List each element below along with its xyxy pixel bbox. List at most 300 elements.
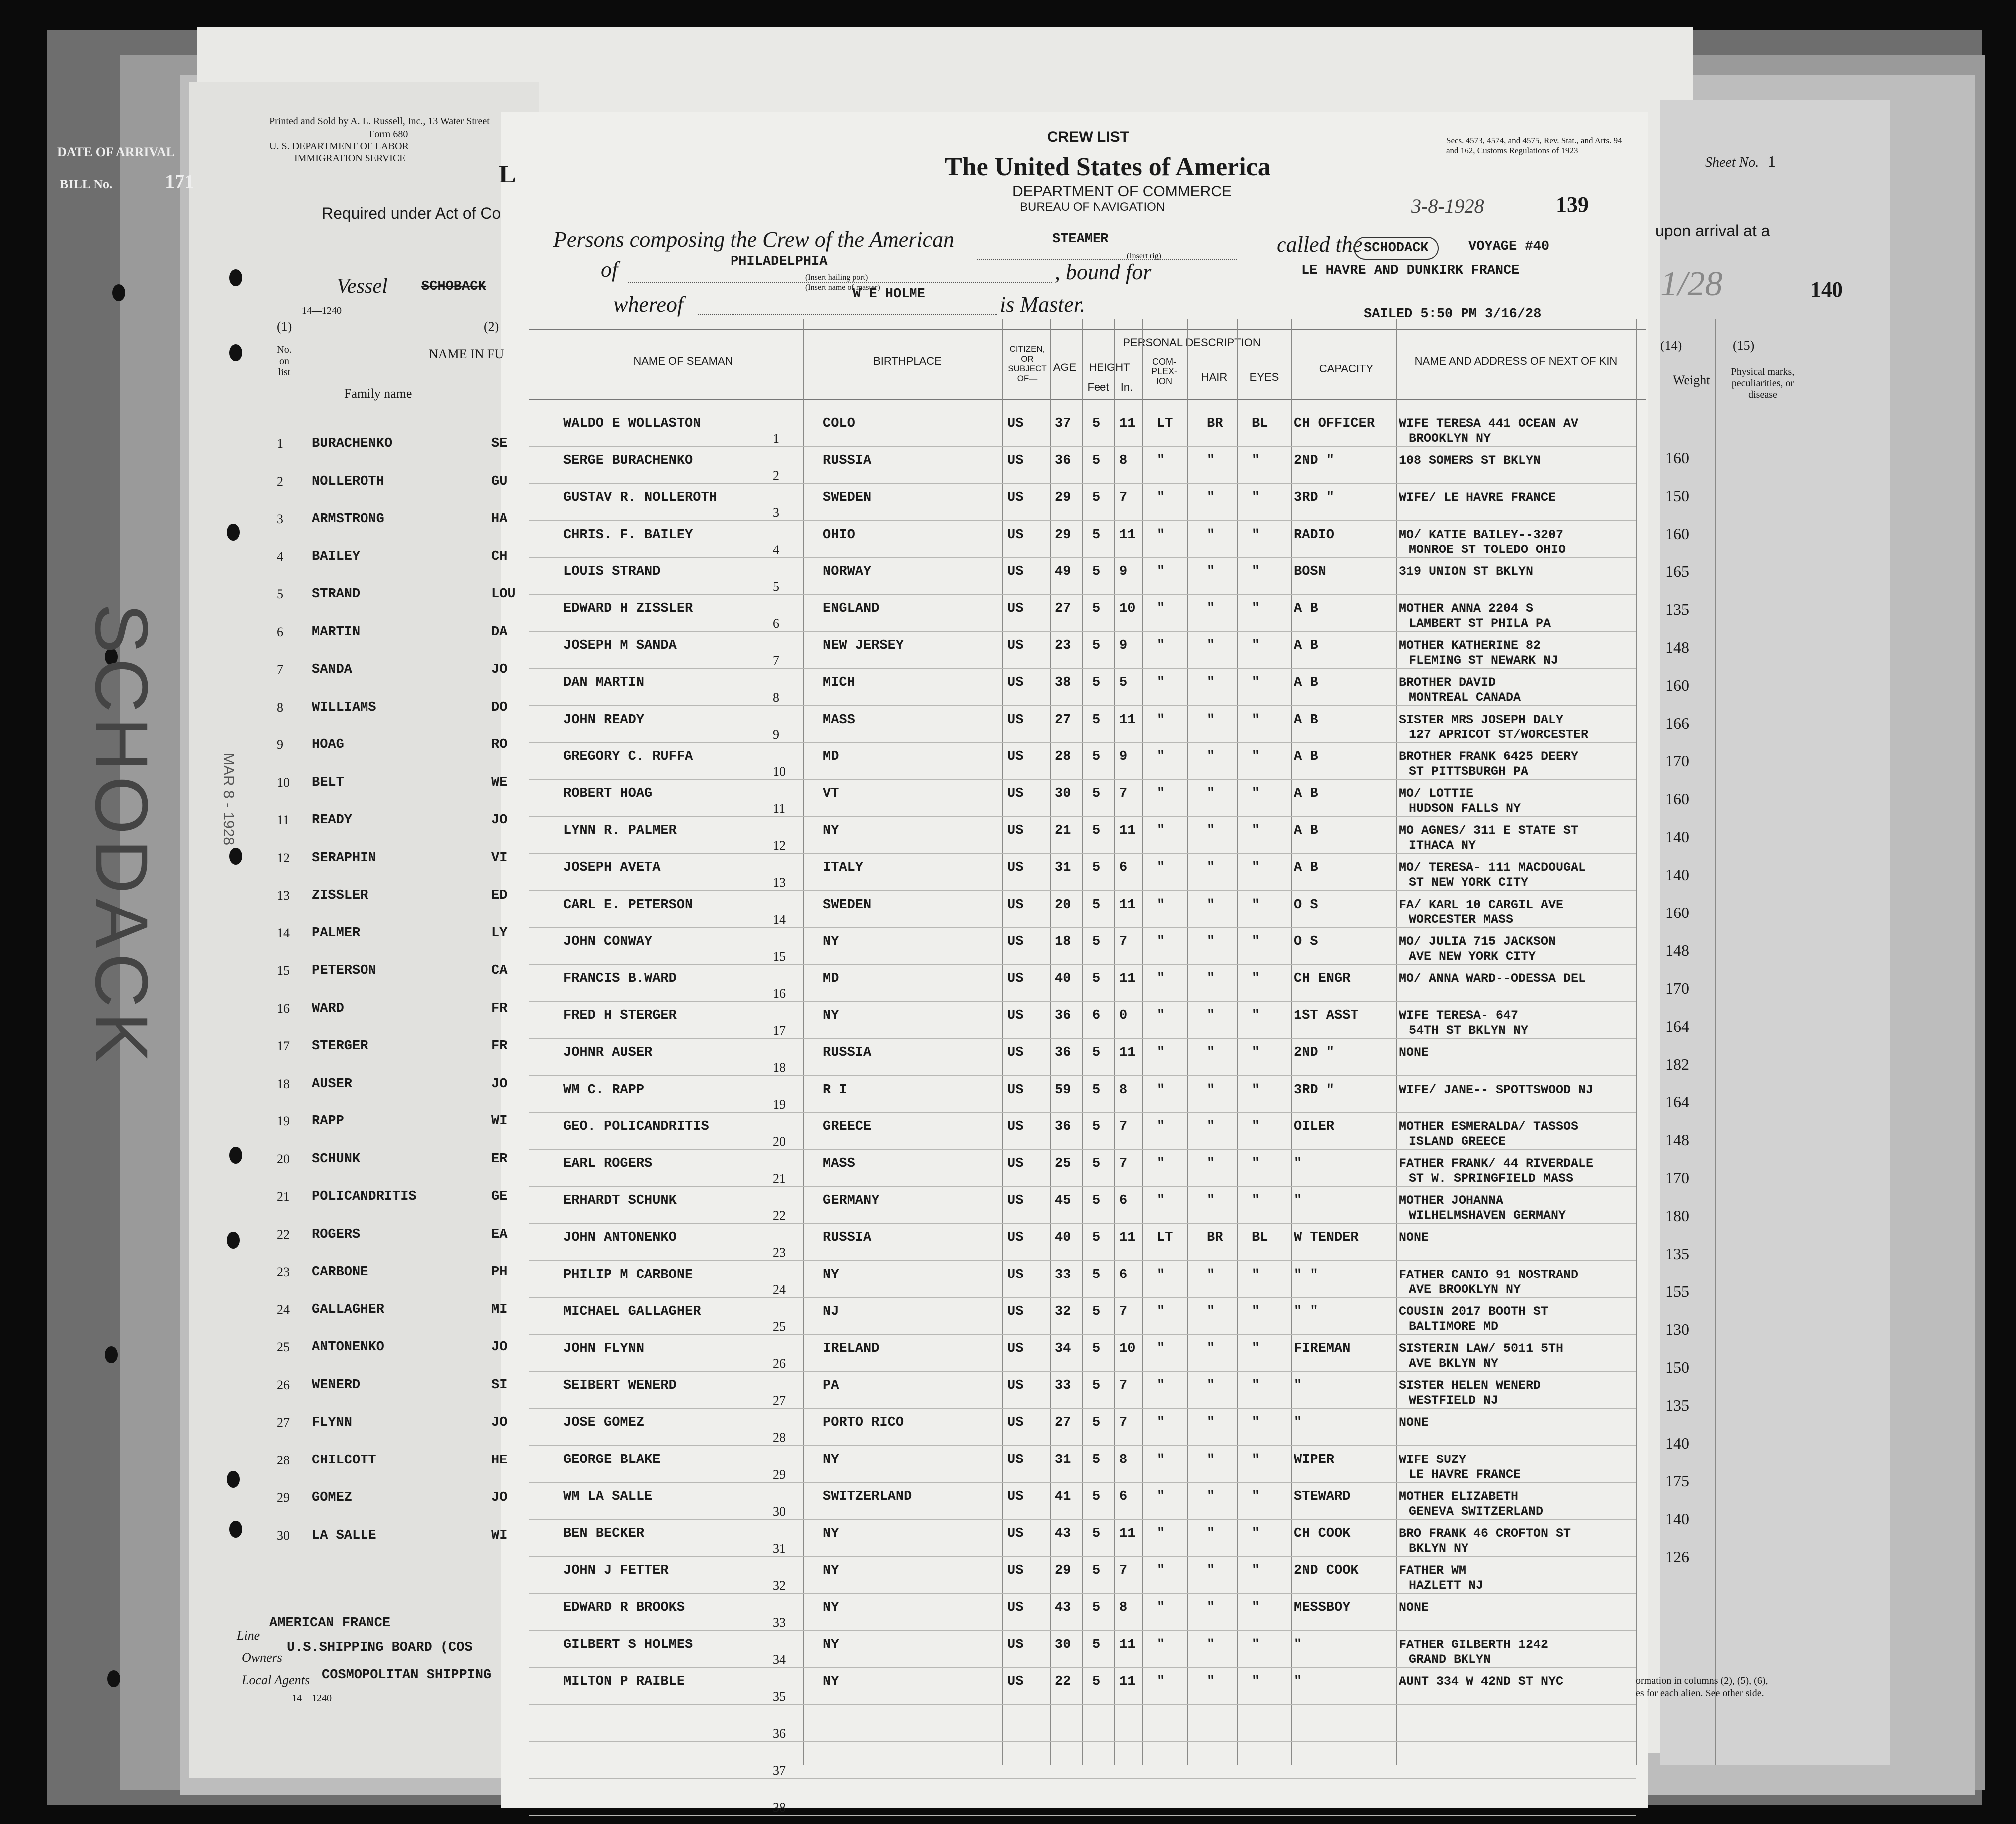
- crew-complexion: ": [1157, 1526, 1165, 1541]
- left-col-1-header: (1): [277, 319, 292, 334]
- crew-name: EDWARD H ZISSLER: [563, 601, 693, 616]
- vessel-name-circled: SCHODACK: [1354, 237, 1439, 260]
- crew-height-inches: 6: [1119, 1193, 1128, 1209]
- rule: [803, 319, 804, 1765]
- crew-name: JOHN ANTONENKO: [563, 1230, 677, 1246]
- crew-height-feet: 5: [1092, 971, 1100, 986]
- crew-capacity: ": [1294, 1156, 1302, 1171]
- left-row-family-name: NOLLEROTH: [312, 474, 384, 489]
- row-rule: [529, 1112, 1636, 1113]
- crew-citizenship: US: [1007, 1526, 1024, 1541]
- crew-kin-line-1: MOTHER KATHERINE 82: [1399, 638, 1541, 653]
- crew-hair: ": [1207, 712, 1215, 728]
- crew-row-number: 31: [773, 1541, 786, 1556]
- of-label: of: [601, 257, 618, 282]
- crew-eyes: ": [1252, 712, 1260, 728]
- crew-height-inches: 7: [1119, 786, 1128, 801]
- crew-height-inches: 11: [1119, 1637, 1136, 1652]
- left-row-family-name: READY: [312, 813, 353, 828]
- crew-age: 41: [1055, 1489, 1071, 1504]
- crew-capacity: ": [1294, 1637, 1302, 1652]
- crew-citizenship: US: [1007, 786, 1024, 801]
- col-age: AGE: [1053, 361, 1077, 373]
- left-row-given-name-fragment: JO: [491, 1076, 508, 1092]
- crew-row-number: 3: [773, 505, 779, 520]
- weight-value: 160: [1665, 676, 1689, 694]
- crew-birthplace: NY: [823, 1526, 839, 1541]
- crew-age: 36: [1055, 453, 1071, 469]
- crew-birthplace: RUSSIA: [823, 453, 872, 469]
- row-rule: [529, 520, 1636, 521]
- crew-kin-line-2: AVE BKLYN NY: [1409, 1356, 1499, 1371]
- left-row-given-name-fragment: GE: [491, 1189, 508, 1204]
- crew-row-number: 22: [773, 1208, 786, 1223]
- crew-name: DAN MARTIN: [563, 675, 645, 691]
- vessel-name: SCHOBACK: [421, 279, 486, 294]
- crew-height-inches: 7: [1119, 490, 1128, 506]
- crew-citizenship: US: [1007, 1193, 1024, 1209]
- crew-citizenship: US: [1007, 1452, 1024, 1467]
- sailed-time: SAILED 5:50 PM 3/16/28: [1364, 307, 1542, 322]
- crew-list-title: CREW LIST: [1047, 129, 1129, 145]
- col-capacity: CAPACITY: [1319, 363, 1374, 375]
- crew-hair: ": [1207, 1119, 1215, 1134]
- crew-capacity: 1ST ASST: [1294, 1008, 1359, 1024]
- left-row-given-name-fragment: PH: [491, 1265, 508, 1279]
- crew-citizenship: US: [1007, 712, 1024, 728]
- punch-hole: [227, 1232, 240, 1249]
- crew-name: SERGE BURACHENKO: [563, 453, 693, 469]
- crew-birthplace: NJ: [823, 1304, 839, 1319]
- left-row-family-name: GALLAGHER: [312, 1302, 384, 1317]
- crew-capacity: CH COOK: [1294, 1526, 1351, 1541]
- crew-hair: ": [1207, 1267, 1215, 1282]
- rule: [1237, 319, 1238, 1765]
- left-row-number: 1: [277, 436, 283, 451]
- crew-kin-line-1: BROTHER DAVID: [1399, 675, 1496, 690]
- row-rule: [529, 1778, 1636, 1779]
- crew-complexion: ": [1157, 1489, 1165, 1504]
- crew-row-number: 17: [773, 1023, 786, 1038]
- crew-hair: ": [1207, 897, 1215, 912]
- crew-capacity: A B: [1294, 712, 1318, 728]
- crew-age: 25: [1055, 1156, 1071, 1171]
- left-row-number: 25: [277, 1340, 290, 1354]
- crew-capacity: RADIO: [1294, 527, 1335, 543]
- crew-name: JOHN CONWAY: [563, 934, 653, 949]
- crew-height-inches: 11: [1119, 416, 1136, 431]
- crew-complexion: ": [1157, 527, 1165, 543]
- crew-height-feet: 5: [1092, 1378, 1100, 1394]
- crew-kin-line-1: AUNT 334 W 42ND ST NYC: [1399, 1674, 1564, 1689]
- left-row-family-name: PALMER: [312, 925, 361, 941]
- crew-row-number: 2: [773, 468, 779, 483]
- crew-height-feet: 5: [1092, 638, 1100, 654]
- weight-value: 140: [1665, 866, 1689, 884]
- crew-height-feet: 5: [1092, 712, 1100, 728]
- crew-complexion: ": [1157, 712, 1165, 728]
- crew-birthplace: RUSSIA: [823, 1045, 872, 1061]
- bound-for-label: , bound for: [1055, 260, 1152, 284]
- crew-height-feet: 5: [1092, 1415, 1100, 1431]
- punch-hole: [105, 1346, 118, 1363]
- left-row-number: 7: [277, 662, 283, 677]
- right-page-number: 140: [1810, 277, 1843, 302]
- crew-kin-line-1: SISTER MRS JOSEPH DALY: [1399, 712, 1564, 727]
- left-row-number: 26: [277, 1377, 290, 1392]
- crew-age: 29: [1055, 1563, 1071, 1579]
- crew-citizenship: US: [1007, 1637, 1024, 1652]
- crew-name: FRED H STERGER: [563, 1008, 677, 1024]
- crew-age: 30: [1055, 1637, 1071, 1652]
- crew-name: EARL ROGERS: [563, 1156, 653, 1171]
- crew-row-number: 34: [773, 1652, 786, 1667]
- crew-capacity: STEWARD: [1294, 1489, 1351, 1504]
- crew-kin-line-1: MO/ KATIE BAILEY--3207: [1399, 527, 1564, 542]
- crew-name: LOUIS STRAND: [563, 564, 661, 579]
- left-row-given-name-fragment: EA: [491, 1227, 508, 1242]
- crew-hair: ": [1207, 749, 1215, 764]
- crew-height-feet: 5: [1092, 1082, 1100, 1097]
- crew-name: WM C. RAPP: [563, 1082, 645, 1097]
- header-rule-bottom: [529, 399, 1646, 400]
- crew-age: 43: [1055, 1526, 1071, 1541]
- crew-birthplace: IRELAND: [823, 1341, 880, 1356]
- vessel-label: Vessel: [337, 275, 388, 298]
- crew-kin-line-1: MO/ TERESA- 111 MACDOUGAL: [1399, 860, 1586, 875]
- crew-height-feet: 5: [1092, 1341, 1100, 1356]
- crew-age: 29: [1055, 527, 1071, 543]
- crew-eyes: ": [1252, 1156, 1260, 1171]
- row-rule: [529, 1445, 1636, 1446]
- row-rule: [529, 1297, 1636, 1298]
- punch-hole: [229, 1521, 242, 1538]
- row-rule: [529, 1075, 1636, 1076]
- col-personal-description: PERSONAL DESCRIPTION: [1123, 336, 1261, 349]
- row-rule: [529, 779, 1636, 780]
- crew-complexion: ": [1157, 564, 1165, 579]
- crew-height-inches: 9: [1119, 749, 1128, 764]
- crew-birthplace: MD: [823, 971, 839, 986]
- crew-name: MILTON P RAIBLE: [563, 1674, 685, 1689]
- left-row-family-name: HOAG: [312, 737, 344, 752]
- bureau-name: BUREAU OF NAVIGATION: [1020, 200, 1165, 214]
- crew-kin-line-2: HUDSON FALLS NY: [1409, 801, 1521, 816]
- crew-citizenship: US: [1007, 934, 1024, 949]
- rule: [1291, 319, 1292, 1765]
- crew-complexion: ": [1157, 786, 1165, 801]
- left-service: IMMIGRATION SERVICE: [294, 153, 406, 164]
- weight-value: 140: [1665, 1510, 1689, 1528]
- left-row-number: 3: [277, 512, 283, 526]
- crew-height-feet: 5: [1092, 564, 1100, 579]
- crew-kin-line-1: MO AGNES/ 311 E STATE ST: [1399, 823, 1579, 838]
- row-rule: [529, 483, 1636, 484]
- crew-height-inches: 10: [1119, 601, 1136, 616]
- crew-complexion: ": [1157, 1637, 1165, 1652]
- crew-kin-line-1: MO/ JULIA 715 JACKSON: [1399, 934, 1556, 949]
- crew-age: 43: [1055, 1600, 1071, 1616]
- crew-kin-line-1: 108 SOMERS ST BKLYN: [1399, 453, 1541, 468]
- row-rule: [529, 446, 1636, 447]
- statute-citation: Secs. 4573, 4574, and 4575, Rev. Stat., and Arts. 94 and 162, Customs Regulations of 1923: [1446, 136, 1622, 155]
- crew-capacity: FIREMAN: [1294, 1341, 1351, 1356]
- crew-birthplace: NY: [823, 1452, 839, 1467]
- crew-kin-line-2: LAMBERT ST PHILA PA: [1409, 616, 1551, 631]
- crew-name: JOHN FLYNN: [563, 1341, 645, 1356]
- crew-kin-line-2: ST W. SPRINGFIELD MASS: [1409, 1171, 1574, 1186]
- crew-complexion: ": [1157, 1008, 1165, 1024]
- crew-citizenship: US: [1007, 897, 1024, 912]
- crew-name: GEORGE BLAKE: [563, 1452, 661, 1467]
- crew-citizenship: US: [1007, 1304, 1024, 1319]
- crew-height-feet: 5: [1092, 1119, 1100, 1134]
- col-hair: HAIR: [1201, 371, 1228, 383]
- row-rule: [529, 1038, 1636, 1039]
- left-row-given-name-fragment: FR: [491, 1001, 508, 1016]
- punch-hole: [229, 344, 242, 361]
- crew-complexion: ": [1157, 1600, 1165, 1616]
- crew-height-feet: 5: [1092, 1489, 1100, 1504]
- crew-capacity: CH ENGR: [1294, 971, 1351, 986]
- crew-citizenship: US: [1007, 1489, 1024, 1504]
- left-row-family-name: CARBONE: [312, 1265, 368, 1279]
- weight-value: 150: [1665, 487, 1689, 505]
- weight-value: 170: [1665, 752, 1689, 770]
- row-rule: [529, 816, 1636, 817]
- crew-eyes: ": [1252, 934, 1260, 949]
- crew-row-number: 1: [773, 431, 779, 446]
- crew-row-number: 27: [773, 1393, 786, 1408]
- crew-height-inches: 11: [1119, 1674, 1136, 1689]
- received-date-stamp: MAR 8 - 1928: [220, 753, 237, 846]
- crew-kin-line-1: FATHER CANIO 91 NOSTRAND: [1399, 1267, 1579, 1282]
- crew-height-feet: 5: [1092, 1156, 1100, 1171]
- left-row-number: 14: [277, 925, 290, 940]
- punch-hole: [229, 1147, 242, 1164]
- crew-name: BEN BECKER: [563, 1526, 645, 1541]
- weight-value: 135: [1665, 600, 1689, 618]
- left-row-family-name: CHILCOTT: [312, 1453, 376, 1468]
- row-rule: [529, 631, 1636, 632]
- punch-hole: [227, 1471, 240, 1488]
- left-row-family-name: STRAND: [312, 587, 361, 602]
- rule: [1187, 319, 1188, 1765]
- crew-birthplace: OHIO: [823, 527, 855, 543]
- left-row-given-name-fragment: JO: [491, 1490, 508, 1505]
- left-row-given-name-fragment: JO: [491, 1340, 508, 1355]
- col-next-of-kin: NAME AND ADDRESS OF NEXT OF KIN: [1414, 355, 1618, 367]
- left-row-number: 16: [277, 1001, 290, 1016]
- crew-birthplace: NY: [823, 1563, 839, 1579]
- crew-name: LYNN R. PALMER: [563, 823, 677, 839]
- persons-composing-label: Persons composing the Crew of the American: [553, 227, 955, 252]
- crew-row-number: 20: [773, 1134, 786, 1149]
- crew-kin-line-1: BRO FRANK 46 CROFTON ST: [1399, 1526, 1571, 1541]
- crew-row-number: 21: [773, 1171, 786, 1186]
- crew-height-inches: 11: [1119, 1230, 1136, 1246]
- crew-row-number: 32: [773, 1578, 786, 1593]
- crew-height-feet: 5: [1092, 1452, 1100, 1467]
- weight-value: 160: [1665, 790, 1689, 808]
- row-rule: [529, 594, 1636, 595]
- weight-value: 165: [1665, 562, 1689, 580]
- crew-capacity: A B: [1294, 860, 1318, 876]
- line-value: AMERICAN FRANCE: [269, 1616, 391, 1631]
- weight-value: 135: [1665, 1396, 1689, 1414]
- crew-height-inches: 9: [1119, 564, 1128, 579]
- crew-kin-line-1: WIFE TERESA 441 OCEAN AV: [1399, 416, 1579, 431]
- crew-capacity: A B: [1294, 749, 1318, 764]
- crew-age: 59: [1055, 1082, 1071, 1097]
- crew-name: CARL E. PETERSON: [563, 897, 693, 912]
- row-rule: [529, 1223, 1636, 1224]
- port-field-rule: [628, 282, 1052, 283]
- weight-value: 126: [1665, 1548, 1689, 1566]
- crew-birthplace: NY: [823, 1600, 839, 1616]
- crew-eyes: ": [1252, 638, 1260, 654]
- destination: LE HAVRE AND DUNKIRK FRANCE: [1301, 263, 1520, 278]
- crew-height-feet: 5: [1092, 897, 1100, 912]
- crew-height-inches: 7: [1119, 1563, 1128, 1579]
- crew-height-feet: 5: [1092, 1267, 1100, 1282]
- master-name: W E HOLME: [853, 287, 925, 302]
- punch-hole: [112, 284, 125, 301]
- crew-kin-line-2: LE HAVRE FRANCE: [1409, 1467, 1521, 1482]
- crew-eyes: ": [1252, 601, 1260, 616]
- crew-kin-line-1: MOTHER ANNA 2204 S: [1399, 601, 1534, 616]
- crew-height-feet: 5: [1092, 823, 1100, 839]
- left-row-family-name: PETERSON: [312, 963, 376, 978]
- left-row-given-name-fragment: DA: [491, 624, 508, 640]
- crew-birthplace: NY: [823, 823, 839, 839]
- crew-eyes: ": [1252, 1563, 1260, 1579]
- crew-hair: ": [1207, 1600, 1215, 1616]
- crew-kin-line-2: WILHELMSHAVEN GERMANY: [1409, 1208, 1566, 1223]
- crew-citizenship: US: [1007, 1674, 1024, 1689]
- crew-age: 21: [1055, 823, 1071, 839]
- crew-hair: ": [1207, 1341, 1215, 1356]
- crew-eyes: ": [1252, 1008, 1260, 1024]
- left-row-given-name-fragment: MI: [491, 1302, 508, 1317]
- crew-height-inches: 6: [1119, 1267, 1128, 1282]
- footer-note-line-1: ormation in columns (2), (5), (6),: [1636, 1675, 1768, 1686]
- bill-number: 171: [165, 170, 194, 192]
- weight-value: 175: [1665, 1472, 1689, 1490]
- crew-citizenship: US: [1007, 1082, 1024, 1097]
- row-rule: [529, 742, 1636, 743]
- crew-height-feet: 5: [1092, 1600, 1100, 1616]
- whereof-label: whereof: [613, 292, 684, 317]
- left-row-given-name-fragment: HA: [491, 512, 508, 527]
- crew-height-inches: 11: [1119, 971, 1136, 986]
- crew-kin-line-1: FA/ KARL 10 CARGIL AVE: [1399, 897, 1564, 912]
- left-row-family-name: BURACHENKO: [312, 436, 393, 451]
- crew-height-feet: 5: [1092, 527, 1100, 543]
- row-rule: [529, 1482, 1636, 1483]
- crew-row-number: 26: [773, 1356, 786, 1371]
- crew-name: JOHNR AUSER: [563, 1045, 653, 1061]
- crew-citizenship: US: [1007, 749, 1024, 764]
- left-row-number: 8: [277, 700, 283, 715]
- crew-eyes: ": [1252, 1119, 1260, 1134]
- weight-value: 148: [1665, 941, 1689, 959]
- crew-height-feet: 5: [1092, 1637, 1100, 1652]
- vessel-type: STEAMER: [1052, 232, 1109, 247]
- crew-height-inches: 7: [1119, 1119, 1128, 1134]
- crew-name: GREGORY C. RUFFA: [563, 749, 693, 764]
- form-number: Form 680: [369, 129, 408, 140]
- crew-height-inches: 11: [1119, 527, 1136, 543]
- crew-citizenship: US: [1007, 971, 1024, 986]
- left-row-family-name: SCHUNK: [312, 1151, 361, 1167]
- crew-row-number: 9: [773, 727, 779, 742]
- left-row-number: 9: [277, 737, 283, 752]
- crew-eyes: ": [1252, 1267, 1260, 1282]
- left-row-family-name: GOMEZ: [312, 1490, 353, 1505]
- crew-complexion: ": [1157, 490, 1165, 506]
- crew-citizenship: US: [1007, 1563, 1024, 1579]
- crew-citizenship: US: [1007, 527, 1024, 543]
- crew-age: 40: [1055, 1230, 1071, 1246]
- left-row-number: 10: [277, 775, 290, 790]
- crew-hair: ": [1207, 564, 1215, 579]
- crew-age: 22: [1055, 1674, 1071, 1689]
- left-row-number: 2: [277, 474, 283, 489]
- row-rule: [529, 964, 1636, 965]
- left-row-family-name: BAILEY: [312, 549, 361, 564]
- crew-eyes: ": [1252, 564, 1260, 579]
- col-height: HEIGHT: [1089, 361, 1130, 373]
- crew-kin-line-2: MONTREAL CANADA: [1409, 690, 1521, 705]
- crew-height-inches: 11: [1119, 897, 1136, 912]
- crew-hair: BR: [1207, 416, 1223, 431]
- crew-eyes: ": [1252, 971, 1260, 986]
- weight-value: 140: [1665, 828, 1689, 846]
- crew-birthplace: SWEDEN: [823, 490, 872, 506]
- weight-value: 160: [1665, 904, 1689, 921]
- row-rule: [529, 1667, 1636, 1668]
- crew-birthplace: MD: [823, 749, 839, 764]
- left-row-family-name: ZISSLER: [312, 888, 368, 903]
- left-row-number: 23: [277, 1265, 290, 1279]
- crew-kin-line-1: SISTERIN LAW/ 5011 5TH: [1399, 1341, 1564, 1356]
- crew-age: 20: [1055, 897, 1071, 912]
- crew-kin-line-1: MO/ LOTTIE: [1399, 786, 1474, 801]
- crew-age: 27: [1055, 1415, 1071, 1431]
- crew-citizenship: US: [1007, 675, 1024, 691]
- row-rule: [529, 1630, 1636, 1631]
- crew-birthplace: SWEDEN: [823, 897, 872, 912]
- is-master-label: is Master.: [1000, 292, 1086, 317]
- crew-age: 18: [1055, 934, 1071, 949]
- country-title: The United States of America: [945, 153, 1271, 181]
- crew-capacity: " ": [1294, 1304, 1318, 1319]
- crew-kin-line-2: MONROE ST TOLEDO OHIO: [1409, 542, 1566, 557]
- crew-hair: ": [1207, 786, 1215, 801]
- crew-height-inches: 7: [1119, 1378, 1128, 1394]
- crew-citizenship: US: [1007, 1119, 1024, 1134]
- crew-hair: ": [1207, 934, 1215, 949]
- left-row-given-name-fragment: GU: [491, 474, 508, 489]
- crew-age: 33: [1055, 1378, 1071, 1394]
- crew-capacity: O S: [1294, 934, 1318, 949]
- crew-height-feet: 5: [1092, 1563, 1100, 1579]
- insert-master-note: (Insert name of master): [805, 283, 880, 292]
- crew-eyes: ": [1252, 860, 1260, 876]
- crew-complexion: ": [1157, 934, 1165, 949]
- left-row-given-name-fragment: LY: [491, 925, 508, 941]
